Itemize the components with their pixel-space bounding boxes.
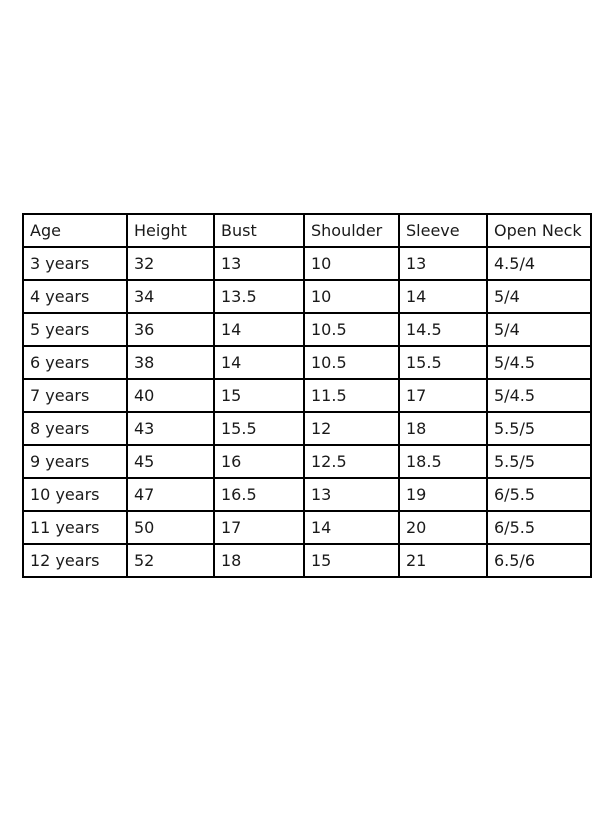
table-cell: 15.5 (399, 346, 487, 379)
table-cell: 5/4 (487, 313, 591, 346)
table-cell: 10 (304, 247, 399, 280)
table-cell: 8 years (23, 412, 127, 445)
table-row (23, 478, 591, 511)
table-cell: 16 (214, 445, 304, 478)
table-cell: 14 (399, 280, 487, 313)
table-cell: 5.5/5 (487, 412, 591, 445)
table-cell: 7 years (23, 379, 127, 412)
table-cell: 17 (214, 511, 304, 544)
table-cell: 12 (304, 412, 399, 445)
table-row (23, 544, 591, 577)
table-row (23, 445, 591, 478)
table-cell: 10 years (23, 478, 127, 511)
table-cell: 5 years (23, 313, 127, 346)
table-row (23, 412, 591, 445)
table-cell: 4 years (23, 280, 127, 313)
table-cell: 15 (214, 379, 304, 412)
table-cell: 6/5.5 (487, 511, 591, 544)
table-cell: 5.5/5 (487, 445, 591, 478)
column-header: Sleeve (399, 214, 487, 247)
table-cell: 6.5/6 (487, 544, 591, 577)
table-cell: 38 (127, 346, 214, 379)
table-cell: 13 (214, 247, 304, 280)
table-cell: 10 (304, 280, 399, 313)
table-cell: 14 (214, 346, 304, 379)
table-cell: 13 (304, 478, 399, 511)
table-row (23, 280, 591, 313)
table-cell: 14.5 (399, 313, 487, 346)
table-cell: 13.5 (214, 280, 304, 313)
header-row (23, 214, 591, 247)
column-header: Open Neck (487, 214, 591, 247)
table-cell: 18 (399, 412, 487, 445)
table-cell: 15 (304, 544, 399, 577)
table-cell: 50 (127, 511, 214, 544)
table-cell: 20 (399, 511, 487, 544)
table-row (23, 379, 591, 412)
column-header: Shoulder (304, 214, 399, 247)
table-cell: 21 (399, 544, 487, 577)
table-cell: 32 (127, 247, 214, 280)
column-header: Bust (214, 214, 304, 247)
table-cell: 18 (214, 544, 304, 577)
table-cell: 12.5 (304, 445, 399, 478)
table-cell: 19 (399, 478, 487, 511)
table-row (23, 346, 591, 379)
table-cell: 11.5 (304, 379, 399, 412)
table-cell: 10.5 (304, 346, 399, 379)
table-row (23, 247, 591, 280)
table-row (23, 511, 591, 544)
table-cell: 45 (127, 445, 214, 478)
table-cell: 12 years (23, 544, 127, 577)
table-cell: 5/4.5 (487, 346, 591, 379)
table-cell: 9 years (23, 445, 127, 478)
table-cell: 13 (399, 247, 487, 280)
table-cell: 11 years (23, 511, 127, 544)
table-cell: 36 (127, 313, 214, 346)
table-cell: 14 (304, 511, 399, 544)
size-chart-header (23, 214, 591, 247)
column-header: Age (23, 214, 127, 247)
table-cell: 6 years (23, 346, 127, 379)
size-chart-table (22, 213, 592, 578)
table-cell: 43 (127, 412, 214, 445)
table-cell: 4.5/4 (487, 247, 591, 280)
table-cell: 3 years (23, 247, 127, 280)
table-cell: 52 (127, 544, 214, 577)
table-cell: 16.5 (214, 478, 304, 511)
table-row (23, 313, 591, 346)
table-cell: 15.5 (214, 412, 304, 445)
table-cell: 10.5 (304, 313, 399, 346)
table-cell: 5/4 (487, 280, 591, 313)
table-cell: 5/4.5 (487, 379, 591, 412)
table-cell: 47 (127, 478, 214, 511)
size-chart-body (23, 247, 591, 577)
table-cell: 14 (214, 313, 304, 346)
table-cell: 6/5.5 (487, 478, 591, 511)
table-cell: 17 (399, 379, 487, 412)
table-cell: 18.5 (399, 445, 487, 478)
column-header: Height (127, 214, 214, 247)
table-cell: 34 (127, 280, 214, 313)
table-cell: 40 (127, 379, 214, 412)
